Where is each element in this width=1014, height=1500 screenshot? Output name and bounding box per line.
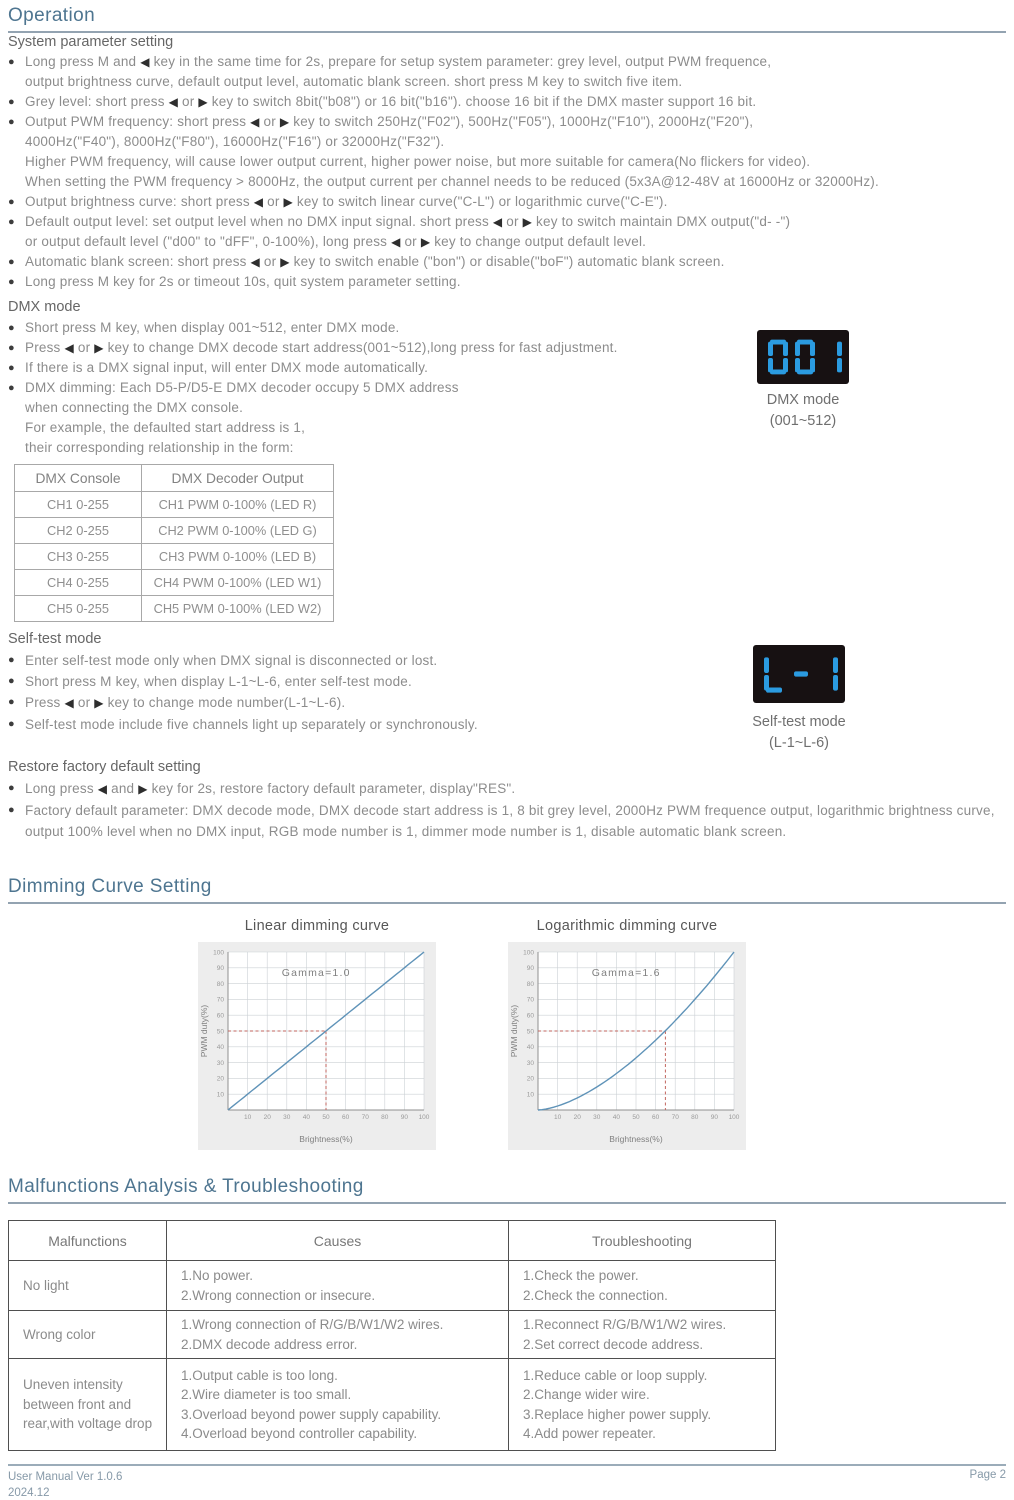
- malfunctions-table-header: Malfunctions: [9, 1221, 167, 1261]
- bullet-icon: ●: [8, 56, 15, 68]
- svg-text:50: 50: [322, 1114, 330, 1121]
- svg-text:30: 30: [593, 1114, 601, 1121]
- table-row: [15, 492, 334, 518]
- list-item: [8, 358, 1006, 378]
- list-item: [8, 192, 1006, 212]
- table-row: [9, 1261, 776, 1311]
- list-item: [8, 52, 1006, 72]
- bullet-icon: ●: [8, 216, 15, 228]
- footer-version: User Manual Ver 1.0.6: [8, 1471, 123, 1483]
- section-divider: [8, 902, 1006, 904]
- svg-text:90: 90: [526, 965, 534, 973]
- svg-text:60: 60: [526, 1012, 534, 1020]
- svg-text:10: 10: [243, 1114, 252, 1121]
- list-item-text: Output PWM frequency: short press ◀ or ▶ key to switch 250Hz("F02"), 500Hz("F05"), 1000Hz("F10"), 2000Hz("F20"),: [25, 114, 754, 129]
- seven-segment-display-selftest: [753, 645, 845, 703]
- list-item: [8, 172, 1006, 192]
- section-divider: [8, 31, 1006, 33]
- svg-text:100: 100: [728, 1114, 740, 1121]
- svg-text:100: 100: [523, 949, 534, 957]
- seven-segment-display-dmx: [757, 330, 849, 384]
- dmx-table-header: DMX Console: [15, 465, 142, 492]
- table-cell: CH3 0-255: [15, 544, 142, 570]
- svg-text:80: 80: [381, 1114, 389, 1121]
- table-cell: 1.Check the power. 2.Check the connection.: [509, 1261, 776, 1311]
- svg-text:80: 80: [691, 1114, 699, 1121]
- table-row: [15, 570, 334, 596]
- bullet-icon: ●: [8, 96, 15, 108]
- svg-text:20: 20: [526, 1075, 534, 1083]
- list-item-text: When setting the PWM frequency > 8000Hz, the output current per channel needs to be reduced (5x3A@12-48V at 16000Hz or 32000Hz).: [25, 174, 879, 189]
- list-item: [8, 650, 1006, 671]
- list-item: [8, 318, 1006, 338]
- list-item-text: Short press M key, when display L-1~L-6, enter self-test mode.: [25, 674, 412, 689]
- list-item: [8, 132, 1006, 152]
- list-item-text: when connecting the DMX console.: [25, 400, 244, 415]
- selftest-display-caption: [729, 712, 869, 754]
- footer-date: 2024.12: [8, 1487, 50, 1499]
- list-item-text: Enter self-test mode only when DMX signal is disconnected or lost.: [25, 653, 438, 668]
- system-parameter-list: [8, 52, 1006, 292]
- subheading-selftest: Self-test mode: [8, 631, 102, 647]
- list-item: [8, 72, 1006, 92]
- list-item-text: their corresponding relationship in the form:: [25, 440, 294, 455]
- dmx-table-header: DMX Decoder Output: [142, 465, 334, 492]
- svg-text:70: 70: [671, 1114, 679, 1121]
- footer-version-block: [8, 1469, 122, 1500]
- svg-text:40: 40: [526, 1044, 534, 1052]
- list-item-text: Automatic blank screen: short press ◀ or ▶ key to switch enable ("bon") or disable("boF") automatic blank screen.: [25, 254, 725, 269]
- svg-text:10: 10: [526, 1091, 534, 1099]
- svg-text:20: 20: [573, 1114, 581, 1121]
- selftest-display-caption-line2: (L-1~L-6): [768, 735, 830, 751]
- bullet-icon: ●: [8, 322, 15, 334]
- list-item-text: Long press ◀ and ▶ key for 2s, restore factory default parameter, display"RES".: [25, 781, 516, 796]
- logarithmic-dimming-curve-figure: [508, 918, 746, 1150]
- list-item: [8, 692, 1006, 714]
- svg-text:30: 30: [216, 1059, 224, 1067]
- list-item: [8, 252, 1006, 272]
- svg-text:Brightness(%): Brightness(%): [299, 1134, 353, 1144]
- list-item-text: Short press M key, when display 001~512, enter DMX mode.: [25, 320, 400, 335]
- list-item: [8, 671, 1006, 692]
- svg-text:90: 90: [216, 965, 224, 973]
- svg-text:70: 70: [526, 996, 534, 1004]
- list-item-text: or output default level ("d00" to "dFF", 0-100%), long press ◀ or ▶ key to change output default level.: [25, 234, 647, 249]
- malfunctions-table-header: Troubleshooting: [509, 1221, 776, 1261]
- svg-text:70: 70: [216, 996, 224, 1004]
- table-cell: 1.No power. 2.Wrong connection or insecure.: [167, 1261, 509, 1311]
- table-cell: CH4 PWM 0-100% (LED W1): [142, 570, 334, 596]
- list-item-text: Output brightness curve: short press ◀ or ▶ key to switch linear curve("C-L") or logarithmic curve("C-E").: [25, 194, 668, 209]
- svg-text:20: 20: [263, 1114, 271, 1121]
- svg-text:80: 80: [216, 980, 224, 988]
- subheading-restore-defaults: Restore factory default setting: [8, 759, 201, 775]
- svg-text:60: 60: [216, 1012, 224, 1020]
- section-title-malfunctions: Malfunctions Analysis & Troubleshooting: [8, 1176, 364, 1197]
- dmx-mode-list: [8, 318, 1006, 458]
- table-cell: 1.Output cable is too long. 2.Wire diameter is too small. 3.Overload beyond power supply capability. 4.Overload beyond controller capability.: [167, 1359, 509, 1451]
- svg-text:60: 60: [341, 1114, 350, 1121]
- table-row: [9, 1311, 776, 1359]
- list-item-text: Press ◀ or ▶ key to change mode number(L-1~L-6).: [25, 695, 346, 710]
- bullet-icon: ●: [8, 718, 15, 730]
- svg-text:40: 40: [612, 1114, 621, 1121]
- list-item-text: Long press M key for 2s or timeout 10s, quit system parameter setting.: [25, 274, 461, 289]
- svg-text:10: 10: [216, 1091, 224, 1099]
- list-item: [8, 800, 1006, 821]
- malfunctions-table-header: Causes: [167, 1221, 509, 1261]
- list-item: [8, 438, 1006, 458]
- table-row: [15, 596, 334, 622]
- table-cell: Wrong color: [9, 1311, 167, 1359]
- svg-text:80: 80: [526, 980, 534, 988]
- table-cell: CH5 PWM 0-100% (LED W2): [142, 596, 334, 622]
- section-title-operation: Operation: [8, 5, 96, 26]
- list-item-text: Self-test mode include five channels light up separately or synchronously.: [25, 717, 478, 732]
- linear-chart-title: Linear dimming curve: [244, 918, 390, 934]
- table-row: [9, 1359, 776, 1451]
- table-cell: CH2 PWM 0-100% (LED G): [142, 518, 334, 544]
- svg-text:90: 90: [710, 1114, 719, 1121]
- svg-text:PWM duty(%): PWM duty(%): [199, 1004, 209, 1058]
- list-item: [8, 212, 1006, 232]
- svg-text:50: 50: [216, 1028, 224, 1036]
- restore-defaults-list: [8, 778, 1006, 842]
- svg-text:90: 90: [400, 1114, 409, 1121]
- svg-text:Gamma=1.0: Gamma=1.0: [281, 967, 351, 979]
- list-item: [8, 778, 1006, 800]
- linear-dimming-curve-figure: [198, 918, 436, 1150]
- malfunctions-table: [8, 1220, 776, 1451]
- bullet-icon: ●: [8, 256, 15, 268]
- bullet-icon: ●: [8, 116, 15, 128]
- table-cell: CH5 0-255: [15, 596, 142, 622]
- linear-dimming-chart: [198, 942, 436, 1150]
- svg-text:50: 50: [526, 1028, 534, 1036]
- table-cell: 1.Reduce cable or loop supply. 2.Change wider wire. 3.Replace higher power supply. 4.Add power repeater.: [509, 1359, 776, 1451]
- section-title-dimming-curve: Dimming Curve Setting: [8, 876, 212, 897]
- svg-text:Gamma=1.6: Gamma=1.6: [591, 967, 661, 979]
- table-row: [15, 518, 334, 544]
- list-item-text: Press ◀ or ▶ key to change DMX decode start address(001~512),long press for fast adjustment.: [25, 340, 618, 355]
- table-cell: Uneven intensity between front and rear,with voltage drop: [9, 1359, 167, 1451]
- dmx-display-caption: [743, 390, 863, 432]
- table-cell: No light: [9, 1261, 167, 1311]
- list-item: [8, 232, 1006, 252]
- bullet-icon: ●: [8, 342, 15, 354]
- dmx-display-caption-line2: (001~512): [769, 413, 837, 429]
- list-item: [8, 112, 1006, 132]
- table-cell: CH1 0-255: [15, 492, 142, 518]
- svg-text:Brightness(%): Brightness(%): [609, 1134, 663, 1144]
- bullet-icon: ●: [8, 675, 15, 687]
- list-item-text: Grey level: short press ◀ or ▶ key to switch 8bit("b08") or 16 bit("b16"). choose 16 bit if the DMX master support 16 bit.: [25, 94, 757, 109]
- bullet-icon: ●: [8, 782, 15, 794]
- list-item-text: 4000Hz("F40"), 8000Hz("F80"), 16000Hz("F16") or 32000Hz("F32").: [25, 134, 445, 149]
- table-cell: CH3 PWM 0-100% (LED B): [142, 544, 334, 570]
- dmx-display-caption-line1: DMX mode: [766, 392, 840, 408]
- svg-text:100: 100: [418, 1114, 430, 1121]
- subheading-dmx-mode: DMX mode: [8, 299, 81, 315]
- svg-text:50: 50: [632, 1114, 640, 1121]
- logarithmic-dimming-chart: [508, 942, 746, 1150]
- svg-text:100: 100: [213, 949, 224, 957]
- svg-text:20: 20: [216, 1075, 224, 1083]
- bullet-icon: ●: [8, 196, 15, 208]
- svg-text:70: 70: [361, 1114, 369, 1121]
- list-item: [8, 152, 1006, 172]
- list-item-text: Higher PWM frequency, will cause lower output current, higher power noise, but more suitable for camera(No flickers for video).: [25, 154, 811, 169]
- subheading-system-parameter: System parameter setting: [8, 34, 174, 50]
- list-item-text: Factory default parameter: DMX decode mode, DMX decode start address is 1, 8 bit grey level, 2000Hz PWM frequence output, logarithmic brightness curve,: [25, 803, 995, 818]
- table-row: [15, 544, 334, 570]
- svg-text:40: 40: [216, 1044, 224, 1052]
- list-item-text: output brightness curve, default output level, automatic blank screen. short press M key to switch five item.: [25, 74, 683, 89]
- list-item: [8, 272, 1006, 292]
- list-item-text: Long press M and ◀ key in the same time for 2s, prepare for setup system parameter: grey level, output PWM frequence,: [25, 54, 772, 69]
- svg-text:30: 30: [283, 1114, 291, 1121]
- list-item: [8, 821, 1006, 842]
- selftest-display-caption-line1: Self-test mode: [752, 714, 846, 730]
- footer-page-number: Page 2: [969, 1469, 1006, 1481]
- list-item-text: DMX dimming: Each D5-P/D5-E DMX decoder occupy 5 DMX address: [25, 380, 459, 395]
- bullet-icon: ●: [8, 654, 15, 666]
- table-cell: 1.Reconnect R/G/B/W1/W2 wires. 2.Set correct decode address.: [509, 1311, 776, 1359]
- bullet-icon: ●: [8, 804, 15, 816]
- svg-text:40: 40: [302, 1114, 311, 1121]
- list-item-text: For example, the defaulted start address is 1,: [25, 420, 306, 435]
- list-item: [8, 338, 1006, 358]
- section-divider: [8, 1202, 1006, 1204]
- table-cell: CH1 PWM 0-100% (LED R): [142, 492, 334, 518]
- svg-text:10: 10: [553, 1114, 562, 1121]
- logarithmic-chart-title: Logarithmic dimming curve: [536, 918, 718, 934]
- list-item-text: output 100% level when no DMX input, RGB mode number is 1, dimmer mode number is 1, disable automatic blank screen.: [25, 824, 787, 839]
- list-item-text: If there is a DMX signal input, will enter DMX mode automatically.: [25, 360, 429, 375]
- bullet-icon: ●: [8, 696, 15, 708]
- bullet-icon: ●: [8, 362, 15, 374]
- table-cell: CH4 0-255: [15, 570, 142, 596]
- bullet-icon: ●: [8, 382, 15, 394]
- bullet-icon: ●: [8, 276, 15, 288]
- list-item: [8, 92, 1006, 112]
- table-cell: 1.Wrong connection of R/G/B/W1/W2 wires. 2.DMX decode address error.: [167, 1311, 509, 1359]
- svg-text:PWM duty(%): PWM duty(%): [509, 1004, 519, 1058]
- svg-text:60: 60: [651, 1114, 660, 1121]
- list-item-text: Default output level: set output level when no DMX input signal. short press ◀ or ▶ key to switch maintain DMX output("d- -"): [25, 214, 791, 229]
- table-cell: CH2 0-255: [15, 518, 142, 544]
- footer-divider: [8, 1464, 1006, 1466]
- dmx-channel-table: [14, 464, 334, 622]
- svg-text:30: 30: [526, 1059, 534, 1067]
